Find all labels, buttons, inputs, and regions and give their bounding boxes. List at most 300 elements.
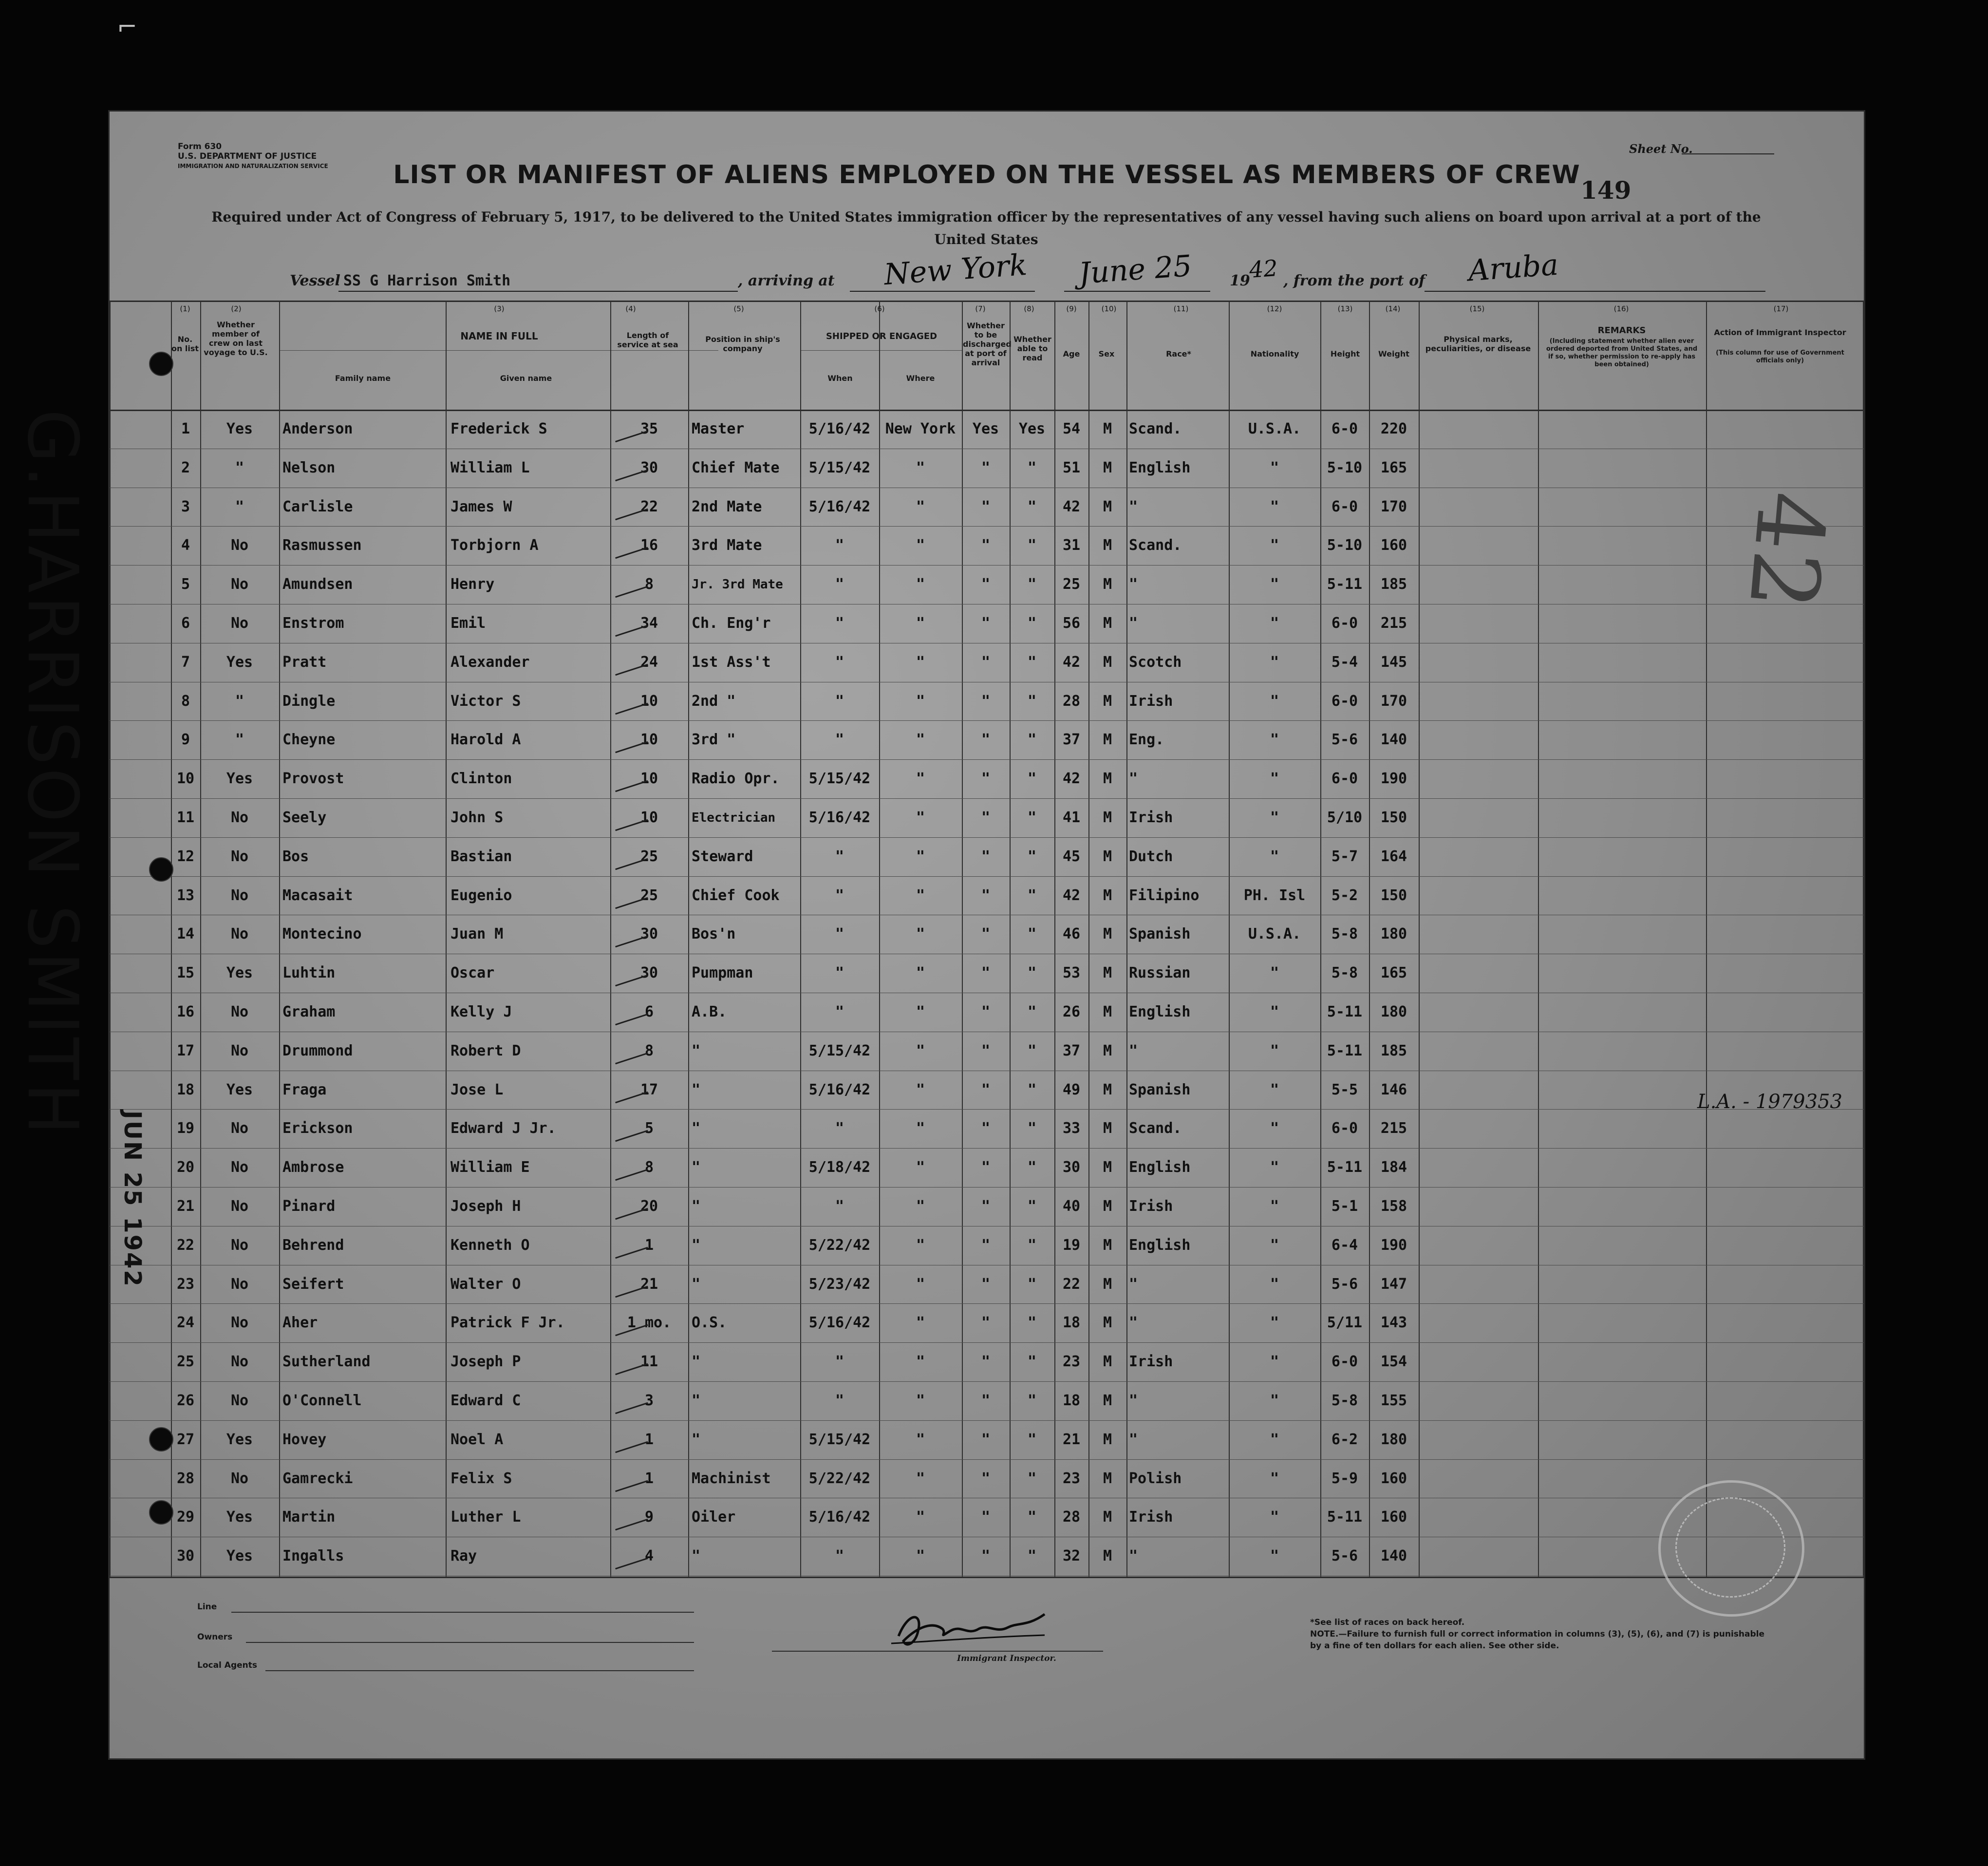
cell-shipped-where: " (916, 692, 925, 710)
cell-to-be-discharged: " (981, 1003, 991, 1020)
cell-position: Chief Mate (692, 459, 780, 476)
cell-to-be-discharged: " (981, 1159, 991, 1176)
cell-race: " (1129, 1431, 1138, 1448)
cell-to-be-discharged: " (981, 1236, 991, 1254)
header-sex: Sex (1098, 349, 1115, 358)
cell-shipped-when: 5/22/42 (808, 1470, 871, 1487)
cell-given-name: John S (450, 809, 504, 826)
cell-family-name: Bos (282, 848, 309, 865)
cell-service-length: 1 (644, 1431, 654, 1448)
table-top-border (110, 301, 1864, 302)
cell-shipped-when: " (835, 1353, 844, 1371)
cell-nationality: " (1270, 731, 1279, 749)
cell-position: Machinist (692, 1470, 771, 1487)
cell-given-name: Patrick F Jr. (450, 1314, 565, 1332)
cell-prev-voyage: Yes (226, 1431, 253, 1448)
manifest-subtitle: Required under Act of Congress of February 5, 1917, to be delivered to the United States immigration officer by the representatives of any vessel having such aliens on board upon arrival at a port of the United States (211, 209, 1761, 247)
cell-row-number: 25 (176, 1353, 195, 1371)
cell-to-be-discharged: Yes (972, 420, 999, 437)
remark-row-13: L.A. - 1979353 (1697, 1091, 1842, 1113)
cell-race: Scotch (1129, 653, 1182, 671)
cell-to-be-discharged: " (981, 537, 991, 554)
cell-service-length: 6 (644, 1003, 654, 1020)
cell-shipped-where: " (916, 1236, 925, 1254)
header-given-name: Given name (500, 374, 552, 383)
cell-prev-voyage: " (235, 459, 244, 476)
cell-age: 53 (1062, 964, 1081, 982)
cell-age: 18 (1062, 1314, 1081, 1332)
cell-row-number: 21 (176, 1197, 195, 1215)
cell-able-to-read: " (1027, 731, 1037, 749)
cell-given-name: Ray (450, 1547, 477, 1565)
cell-shipped-where: " (916, 1431, 925, 1448)
header-name-in-full: NAME IN FULL (460, 330, 538, 342)
cell-family-name: Ingalls (282, 1547, 344, 1565)
cell-sex: M (1103, 420, 1112, 437)
cell-weight: 145 (1380, 653, 1407, 671)
arrival-date: June 25 (1077, 248, 1193, 291)
cell-prev-voyage: No (230, 1159, 249, 1176)
cell-weight: 185 (1380, 576, 1407, 593)
cell-row-number: 22 (176, 1236, 195, 1254)
cell-able-to-read: " (1027, 1392, 1037, 1409)
cell-nationality: " (1270, 1236, 1279, 1254)
cell-shipped-when: 5/23/42 (808, 1275, 871, 1293)
cell-position: " (692, 1236, 701, 1254)
cell-able-to-read: " (1027, 1120, 1037, 1137)
cell-position: 3rd Mate (692, 537, 762, 554)
header-action-sub: (This column for use of Government officials only) (1716, 349, 1844, 364)
name-subheader-line (280, 350, 718, 351)
cell-service-length: 5 (644, 1120, 654, 1137)
cell-race: " (1129, 1275, 1138, 1293)
date-stamp: JUN 25 1942 (119, 1111, 146, 1288)
cell-nationality: " (1270, 809, 1279, 826)
cell-age: 42 (1062, 653, 1081, 671)
cell-sex: M (1103, 1081, 1112, 1098)
manifest-title: LIST OR MANIFEST OF ALIENS EMPLOYED ON THE VESSEL AS MEMBERS OF CREW (393, 160, 1580, 189)
arriving-label: , arriving at (738, 272, 835, 289)
cell-given-name: Robert D (450, 1042, 521, 1059)
cell-height: 5-11 (1327, 1508, 1363, 1526)
cell-shipped-when: " (835, 692, 844, 710)
header-whether-member: Whether member of crew on last voyage to U.S. (204, 320, 268, 357)
cell-sex: M (1103, 537, 1112, 554)
margin-note: 42 (1728, 487, 1846, 614)
year-prefix: 19 (1230, 272, 1250, 289)
crew-table (110, 301, 1864, 1577)
cell-shipped-where: " (916, 1197, 925, 1215)
cell-row-number: 26 (176, 1392, 195, 1409)
cell-weight: 170 (1380, 692, 1407, 710)
cell-prev-voyage: Yes (226, 653, 253, 671)
cell-service-length: 8 (644, 576, 654, 593)
row-rule (110, 526, 1864, 527)
cell-race: Spanish (1129, 1081, 1191, 1098)
cell-service-length: 4 (644, 1547, 654, 1565)
cell-nationality: " (1270, 1508, 1279, 1526)
cell-given-name: Eugenio (450, 886, 512, 904)
cell-shipped-when: " (835, 653, 844, 671)
cell-sex: M (1103, 1042, 1112, 1059)
cell-height: 5-5 (1331, 1081, 1358, 1098)
cell-service-length: 21 (640, 1275, 658, 1293)
cell-position: " (692, 1159, 701, 1176)
cell-height: 6-0 (1331, 1353, 1358, 1371)
cell-family-name: Carlisle (282, 498, 353, 515)
cell-shipped-where: " (916, 848, 925, 865)
cell-weight: 155 (1380, 1392, 1407, 1409)
cell-service-length: 22 (640, 498, 658, 515)
row-rule (110, 798, 1864, 799)
cell-race: Spanish (1129, 925, 1191, 943)
cell-family-name: Seifert (282, 1275, 344, 1293)
cell-prev-voyage: No (230, 848, 249, 865)
cell-given-name: Alexander (450, 653, 530, 671)
cell-family-name: Enstrom (282, 614, 344, 632)
agents-field (265, 1670, 694, 1671)
header-family-name: Family name (335, 374, 391, 383)
cell-nationality: " (1270, 1547, 1279, 1565)
cell-given-name: William E (450, 1159, 530, 1176)
cell-height: 5-10 (1327, 459, 1363, 476)
cell-weight: 180 (1380, 925, 1407, 943)
cell-row-number: 30 (176, 1547, 195, 1565)
cell-able-to-read: " (1027, 1236, 1037, 1254)
cell-able-to-read: " (1027, 1314, 1037, 1332)
cell-family-name: Nelson (282, 459, 336, 476)
cell-row-number: 16 (176, 1003, 195, 1020)
cell-height: 5-4 (1331, 653, 1358, 671)
date-underline (1064, 291, 1210, 292)
cell-to-be-discharged: " (981, 848, 991, 865)
cell-row-number: 12 (176, 848, 195, 865)
agents-label: Local Agents (197, 1660, 258, 1670)
cell-row-number: 29 (176, 1508, 195, 1526)
cell-shipped-when: " (835, 614, 844, 632)
cell-race: " (1129, 1547, 1138, 1565)
cell-shipped-where: " (916, 1392, 925, 1409)
cell-row-number: 18 (176, 1081, 195, 1098)
cell-able-to-read: " (1027, 1159, 1037, 1176)
cell-able-to-read: " (1027, 1470, 1037, 1487)
cell-race: Eng. (1129, 731, 1164, 749)
cell-age: 28 (1062, 1508, 1081, 1526)
cell-to-be-discharged: " (981, 498, 991, 515)
cell-position: " (692, 1275, 701, 1293)
cell-nationality: " (1270, 770, 1279, 788)
cell-prev-voyage: Yes (226, 1081, 253, 1098)
cell-family-name: Luhtin (282, 964, 336, 982)
cell-race: Scand. (1129, 537, 1182, 554)
cell-shipped-when: 5/16/42 (808, 1508, 871, 1526)
cell-able-to-read: " (1027, 498, 1037, 515)
cell-shipped-when: " (835, 886, 844, 904)
from-port-underline (1425, 291, 1765, 292)
cell-position: " (692, 1547, 701, 1565)
header-height: Height (1330, 349, 1360, 358)
cell-able-to-read: " (1027, 770, 1037, 788)
col-10-num: (10) (1101, 304, 1117, 313)
cell-service-length: 10 (640, 770, 658, 788)
arriving-underline (850, 291, 1035, 292)
cell-service-length: 8 (644, 1159, 654, 1176)
cell-row-number: 27 (176, 1431, 195, 1448)
cell-able-to-read: " (1027, 653, 1037, 671)
cell-to-be-discharged: " (981, 692, 991, 710)
cell-weight: 140 (1380, 1547, 1407, 1565)
cell-age: 49 (1062, 1081, 1081, 1098)
official-seal (1658, 1480, 1804, 1617)
cell-service-length: 9 (644, 1508, 654, 1526)
cell-height: 5-11 (1327, 1159, 1363, 1176)
row-rule (110, 1148, 1864, 1149)
cell-row-number: 1 (181, 420, 190, 437)
cell-shipped-where: " (916, 964, 925, 982)
cell-prev-voyage: No (230, 1236, 249, 1254)
cell-able-to-read: " (1027, 614, 1037, 632)
cell-weight: 154 (1380, 1353, 1407, 1371)
cell-height: 5-6 (1331, 1275, 1358, 1293)
cell-race: Irish (1129, 692, 1173, 710)
cell-row-number: 23 (176, 1275, 195, 1293)
cell-service-length: 10 (640, 809, 658, 826)
cell-age: 23 (1062, 1470, 1081, 1487)
cell-sex: M (1103, 964, 1112, 982)
cell-position: " (692, 1081, 701, 1098)
cell-shipped-when: 5/16/42 (808, 1081, 871, 1098)
cell-prev-voyage: Yes (226, 1547, 253, 1565)
header-remarks-sub: (Including statement whether alien ever ordered deported from United States, and if so, whether permission to re-apply has been obtained) (1546, 338, 1698, 368)
cell-position: " (692, 1120, 701, 1137)
arriving-port: New York (882, 247, 1029, 292)
cell-shipped-when: " (835, 848, 844, 865)
cell-shipped-when: " (835, 1003, 844, 1020)
inspector-label: Immigrant Inspector. (957, 1654, 1056, 1663)
cell-nationality: " (1270, 614, 1279, 632)
owners-label: Owners (197, 1632, 233, 1642)
cell-service-length: 1 (644, 1236, 654, 1254)
cell-nationality: U.S.A. (1248, 925, 1301, 943)
cell-sex: M (1103, 809, 1112, 826)
cell-position: 1st Ass't (692, 653, 771, 671)
header-able-to-read: Whether able to read (1013, 335, 1051, 362)
cell-weight: 190 (1380, 770, 1407, 788)
cell-sex: M (1103, 498, 1112, 515)
footer-notes (1310, 1617, 1768, 1652)
cell-given-name: James W (450, 498, 512, 515)
cell-height: 6-2 (1331, 1431, 1358, 1448)
cell-row-number: 15 (176, 964, 195, 982)
cell-position: Chief Cook (692, 886, 780, 904)
cell-weight: 158 (1380, 1197, 1407, 1215)
vessel-underline (338, 291, 738, 292)
cell-family-name: Behrend (282, 1236, 344, 1254)
header-age: Age (1063, 349, 1080, 358)
cell-race: " (1129, 1314, 1138, 1332)
col-16-num: (16) (1613, 304, 1629, 313)
cell-able-to-read: " (1027, 1003, 1037, 1020)
cell-sex: M (1103, 925, 1112, 943)
cell-shipped-where: " (916, 731, 925, 749)
cell-prev-voyage: No (230, 809, 249, 826)
cell-nationality: " (1270, 1120, 1279, 1137)
cell-shipped-where: " (916, 459, 925, 476)
cell-service-length: 30 (640, 459, 658, 476)
cell-weight: 165 (1380, 964, 1407, 982)
cell-to-be-discharged: " (981, 925, 991, 943)
col-8-num: (8) (1024, 304, 1034, 313)
cell-prev-voyage: No (230, 1470, 249, 1487)
cell-row-number: 6 (181, 614, 190, 632)
cell-service-length: 3 (644, 1392, 654, 1409)
cell-to-be-discharged: " (981, 1042, 991, 1059)
punch-hole (149, 1427, 173, 1451)
cell-given-name: Victor S (450, 692, 521, 710)
cell-nationality: " (1270, 459, 1279, 476)
cell-family-name: Sutherland (282, 1353, 371, 1371)
note-fine: NOTE.—Failure to furnish full or correct information in columns (3), (5), (6), and (7) is punishable by a fine of ten dollars for each alien. See other side. (1310, 1629, 1765, 1651)
cell-shipped-where: " (916, 809, 925, 826)
cell-service-length: 25 (640, 886, 658, 904)
cell-weight: 190 (1380, 1236, 1407, 1254)
cell-able-to-read: " (1027, 1197, 1037, 1215)
cell-given-name: Edward J Jr. (450, 1120, 556, 1137)
cell-age: 28 (1062, 692, 1081, 710)
cell-shipped-when: " (835, 731, 844, 749)
cell-height: 5-6 (1331, 731, 1358, 749)
row-rule (110, 876, 1864, 877)
cell-race: English (1129, 1236, 1191, 1254)
cell-weight: 147 (1380, 1275, 1407, 1293)
cell-able-to-read: " (1027, 1081, 1037, 1098)
cell-sex: M (1103, 731, 1112, 749)
cell-race: " (1129, 614, 1138, 632)
cell-to-be-discharged: " (981, 614, 991, 632)
cell-shipped-when: 5/16/42 (808, 498, 871, 515)
cell-race: Irish (1129, 1508, 1173, 1526)
cell-able-to-read: " (1027, 1431, 1037, 1448)
cell-weight: 185 (1380, 1042, 1407, 1059)
cell-prev-voyage: No (230, 537, 249, 554)
cell-height: 5/10 (1327, 809, 1363, 826)
cell-given-name: Juan M (450, 925, 504, 943)
cell-nationality: " (1270, 1159, 1279, 1176)
form-number: Form 630 (178, 142, 222, 151)
cell-nationality: " (1270, 1431, 1279, 1448)
cell-height: 5-11 (1327, 1042, 1363, 1059)
cell-race: Irish (1129, 1197, 1173, 1215)
cell-family-name: Fraga (282, 1081, 327, 1098)
cell-service-length: 25 (640, 848, 658, 865)
cell-prev-voyage: Yes (226, 770, 253, 788)
col-11-num: (11) (1173, 304, 1189, 313)
cell-position: Steward (692, 848, 753, 865)
cell-given-name: Jose L (450, 1081, 504, 1098)
cell-to-be-discharged: " (981, 459, 991, 476)
cell-given-name: Kenneth O (450, 1236, 530, 1254)
cell-given-name: Oscar (450, 964, 495, 982)
cell-shipped-where: " (916, 1120, 925, 1137)
department-name: U.S. DEPARTMENT OF JUSTICE (178, 151, 317, 161)
header-weight: Weight (1378, 349, 1409, 358)
cell-weight: 215 (1380, 1120, 1407, 1137)
row-rule (110, 1342, 1864, 1343)
cell-shipped-where: " (916, 576, 925, 593)
cell-service-length: 10 (640, 692, 658, 710)
cell-nationality: " (1270, 498, 1279, 515)
cell-weight: 160 (1380, 1470, 1407, 1487)
column-rule (1419, 301, 1420, 1577)
cell-shipped-where: " (916, 886, 925, 904)
cell-service-length: 20 (640, 1197, 658, 1215)
cell-prev-voyage: " (235, 692, 244, 710)
header-nationality: Nationality (1250, 349, 1299, 358)
cell-height: 6-0 (1331, 692, 1358, 710)
manifest-sheet (108, 110, 1865, 1760)
cell-height: 6-0 (1331, 614, 1358, 632)
cell-position: " (692, 1431, 701, 1448)
cell-sex: M (1103, 1236, 1112, 1254)
cell-age: 42 (1062, 886, 1081, 904)
inspector-signature (889, 1607, 1050, 1651)
cell-prev-voyage: No (230, 1353, 249, 1371)
cell-to-be-discharged: " (981, 1275, 991, 1293)
cell-weight: 164 (1380, 848, 1407, 865)
cell-shipped-when: 5/18/42 (808, 1159, 871, 1176)
col-4-num: (4) (625, 304, 636, 313)
cell-able-to-read: " (1027, 1275, 1037, 1293)
cell-family-name: Cheyne (282, 731, 336, 749)
row-rule (110, 1381, 1864, 1382)
cell-weight: 140 (1380, 731, 1407, 749)
cell-family-name: Gamrecki (282, 1470, 353, 1487)
cell-height: 6-0 (1331, 420, 1358, 437)
cell-prev-voyage: No (230, 1120, 249, 1137)
header-shipped-engaged: SHIPPED OR ENGAGED (825, 331, 938, 341)
cell-age: 42 (1062, 770, 1081, 788)
cell-height: 5-10 (1327, 537, 1363, 554)
header-length-service: Length of service at sea (617, 331, 678, 349)
owners-field (246, 1642, 694, 1643)
row-rule (110, 720, 1864, 721)
cell-row-number: 17 (176, 1042, 195, 1059)
cell-able-to-read: " (1027, 692, 1037, 710)
cell-shipped-where: " (916, 1081, 925, 1098)
cell-nationality: " (1270, 848, 1279, 865)
cell-race: Russian (1129, 964, 1191, 982)
column-rule (446, 301, 447, 1577)
cell-sex: M (1103, 1392, 1112, 1409)
cell-to-be-discharged: " (981, 964, 991, 982)
cell-family-name: Drummond (282, 1042, 353, 1059)
cell-position: " (692, 1353, 701, 1371)
cell-age: 56 (1062, 614, 1081, 632)
cell-prev-voyage: No (230, 886, 249, 904)
cell-row-number: 2 (181, 459, 190, 476)
cell-shipped-where: " (916, 1275, 925, 1293)
cell-weight: 146 (1380, 1081, 1407, 1098)
cell-weight: 160 (1380, 537, 1407, 554)
cell-sex: M (1103, 1314, 1112, 1332)
cell-shipped-where: New York (885, 420, 956, 437)
cell-race: " (1129, 498, 1138, 515)
cell-height: 5-6 (1331, 1547, 1358, 1565)
cell-to-be-discharged: " (981, 653, 991, 671)
cell-sex: M (1103, 770, 1112, 788)
cell-nationality: " (1270, 1392, 1279, 1409)
header-action: Action of Immigrant Inspector (1714, 328, 1846, 337)
